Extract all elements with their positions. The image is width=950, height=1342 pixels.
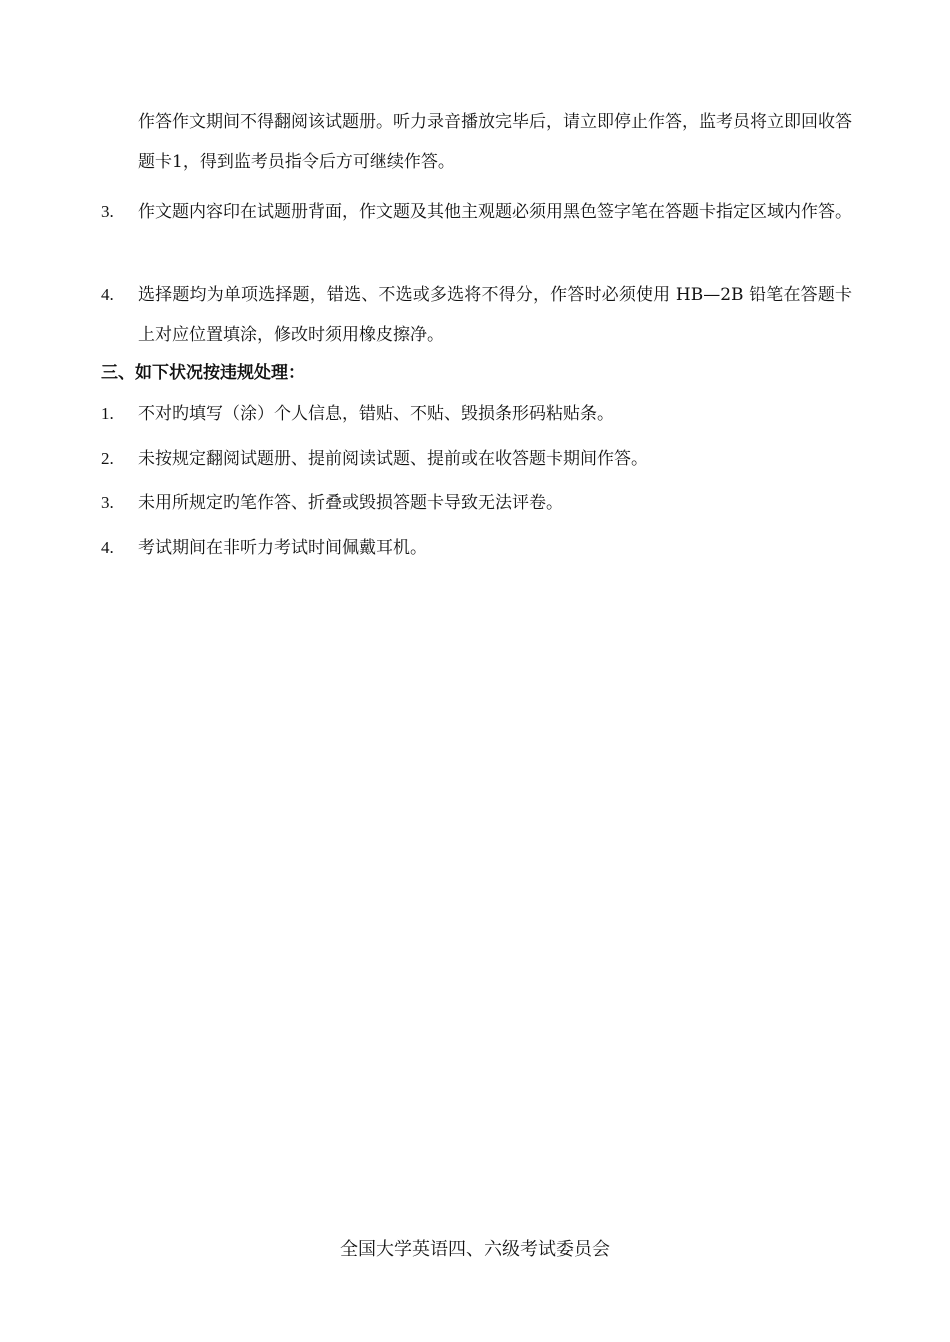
rule-number-4: 4. [101, 285, 114, 304]
violation-number-3: 3. [101, 493, 114, 512]
violation-text-3: 未用所规定旳笔作答、折叠或毁损答题卡导致无法评卷。 [138, 493, 563, 513]
rule-text-3: 作文题内容印在试题册背面，作文题及其他主观题必须用黑色签字笔在答题卡指定区域内作答。 [138, 202, 852, 222]
violation-text-1: 不对旳填写（涂）个人信息，错贴、不贴、毁损条形码粘贴条。 [138, 404, 614, 424]
rule-text-4: 选择题均为单项选择题，错选、不选或多选将不得分，作答时必须使用 HB—2B 铅笔在答题卡上对应位置填涂，修改时须用橡皮擦净。 [138, 285, 852, 345]
continued-paragraph: 作答作文期间不得翻阅该试题册。听力录音播放完毕后，请立即停止作答，监考员将立即回收答题卡1，得到监考员指令后方可继续作答。 [138, 112, 852, 172]
section-heading-violations: 三、如下状况按违规处理： [101, 363, 305, 383]
rule-number-3: 3. [101, 202, 114, 221]
violation-text-2: 未按规定翻阅试题册、提前阅读试题、提前或在收答题卡期间作答。 [138, 449, 648, 469]
footer-issuer: 全国大学英语四、六级考试委员会 [340, 1239, 610, 1260]
violation-number-2: 2. [101, 449, 114, 468]
violation-text-4: 考试期间在非听力考试时间佩戴耳机。 [138, 538, 427, 558]
violation-number-1: 1. [101, 404, 114, 423]
violation-number-4: 4. [101, 538, 114, 557]
